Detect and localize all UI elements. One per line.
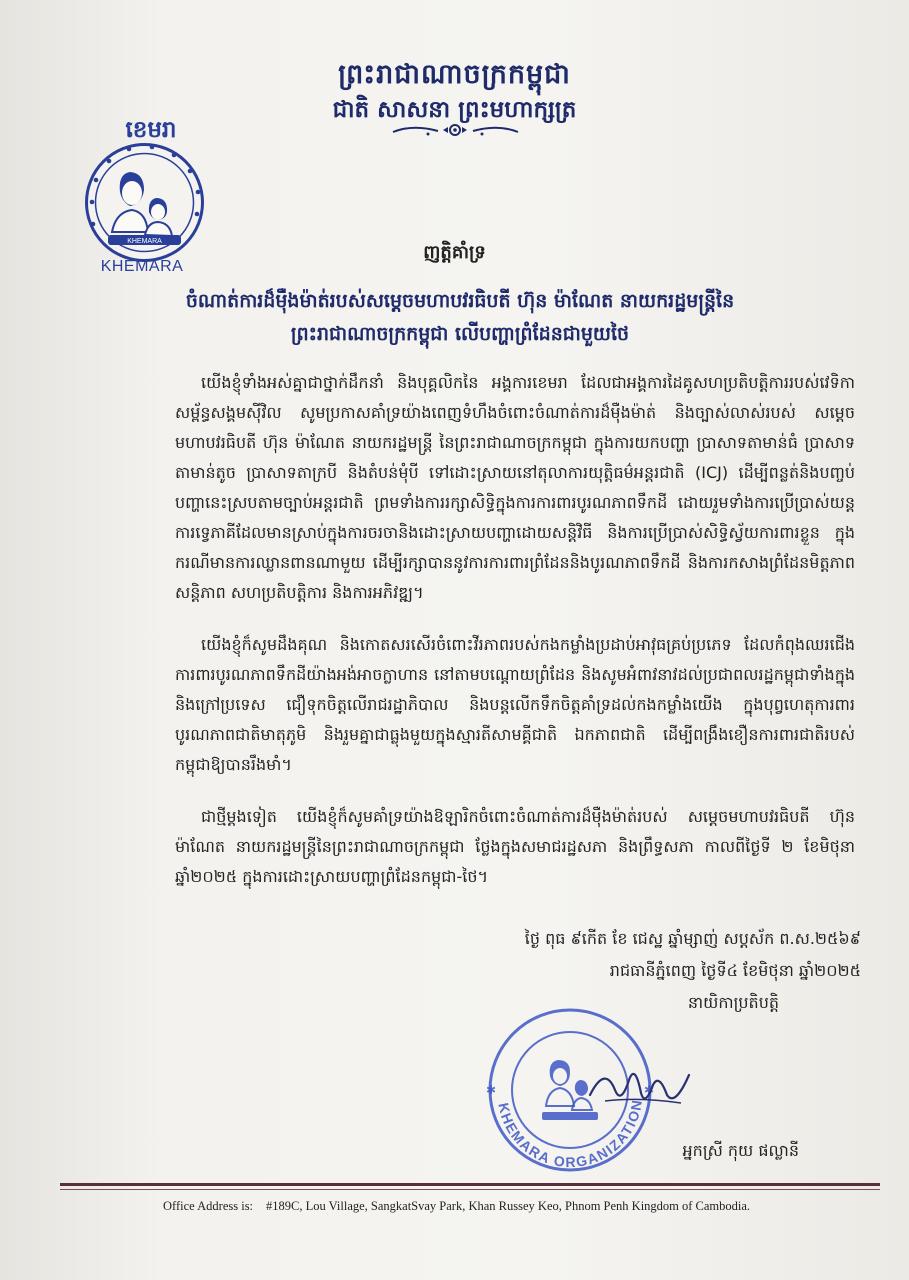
- place-date: រាជធានីភ្នំពេញ ថ្ងៃទី៤ ខែមិថុនា ឆ្នាំ២០២៥: [609, 961, 861, 980]
- svg-text:KHEMARA ORGANIZATION: KHEMARA ORGANIZATION: [495, 1097, 646, 1171]
- signer-name: អ្នកស្រី កុយ ផល្លានី: [682, 1141, 799, 1160]
- office-address-label: Office Address is:: [163, 1199, 254, 1213]
- footer-divider-thin: [60, 1189, 880, 1190]
- ornament-divider-icon: [388, 120, 523, 140]
- svg-text:✱: ✱: [486, 1083, 497, 1097]
- footer-divider: [60, 1183, 880, 1186]
- body-paragraph: យើងខ្ញុំក៏សូមដឹងគុណ និងកោតសរសើរចំពោះវីរភាពរបស់កងកម្លាំងប្រដាប់អាវុធគ្រប់ប្រភេទ ដែលកំពុងឈរជើងការពារបូរណភាពទឹកដីយ៉ាងអង់អាចក្លាហាន នៅតាមបណ្តោយព្រំដែន និងសូមអំពាវនាវដល់ប្រជាពលរដ្ឋកម្ពុជាទាំងក្នុងនិងក្រៅប្រទេស ជឿទុកចិត្តលើរាជរដ្ឋាភិបាល និងបន្តលើកទឹកចិត្តគាំទ្រដល់កងកម្លាំងយើង ក្នុងបុព្វហេតុការពារបូរណភាពជាតិមាតុភូមិ និងរួមគ្នាជាធ្លុងមួយក្នុងស្មារតីសាមគ្គីជាតិ ឯកភាពជាតិ ដើម្បីពង្រឹងខឿនការពារជាតិរបស់កម្ពុជាឱ្យបានរឹងមាំ។: [175, 635, 855, 774]
- svg-text:✱: ✱: [644, 1083, 655, 1097]
- signer-title: នាយិកាប្រតិបត្តិ: [687, 993, 779, 1012]
- body-paragraph: ជាថ្មីម្តងទៀត យើងខ្ញុំក៏សូមគាំទ្រយ៉ាងឱឡារិកចំពោះចំណាត់ការដ៏ម៉ឺងម៉ាត់របស់ សម្តេចមហាបវរធិបតី ហ៊ុន ម៉ាណែត នាយករដ្ឋមន្ត្រីនៃព្រះរាជាណាចក្រកម្ពុជា ថ្លែងក្នុងសមាជរដ្ឋសភា និងព្រឹទ្ធសភា កាលពីថ្ងៃទី ២ ខែមិថុនា ឆ្នាំ២០២៥ ក្នុងការដោះស្រាយបញ្ហាព្រំដែនកម្ពុជា-ថៃ។: [175, 807, 855, 886]
- handwritten-signature-icon: [585, 1055, 695, 1115]
- svg-text:KHEMARA: KHEMARA: [127, 238, 162, 245]
- document-type: ញត្តិគាំទ្រ: [423, 242, 486, 263]
- organization-name-english: KHEMARA: [100, 258, 184, 275]
- document-body: [175, 368, 855, 914]
- body-paragraph: យើងខ្ញុំទាំងអស់គ្នាជាថ្នាក់ដឹកនាំ និងបុគ្គលិកនៃ អង្គការខេមរា ដែលជាអង្គការដៃគូសហប្រតិបត្តិការរបស់វេទិកាសម្ព័ន្ធសង្គមស៊ីវិល សូមប្រកាសគាំទ្រយ៉ាងពេញទំហឹងចំពោះចំណាត់ការដ៏ម៉ឺងម៉ាត់ និងច្បាស់លាស់របស់ សម្តេចមហាបវរធិបតី ហ៊ុន ម៉ាណែត នាយករដ្ឋមន្ត្រី នៃព្រះរាជាណាចក្រកម្ពុជា ក្នុងការយកបញ្ហា ប្រាសាទតាមាន់ធំ ប្រាសាទតាមាន់តូច ប្រាសាទតាក្របី និងតំបន់មុំបី ទៅដោះស្រាយនៅតុលាការយុត្តិធម៌អន្តរជាតិ (ICJ) ដើម្បីពន្លត់និងបញ្ចប់បញ្ហានេះស្របតាមច្បាប់អន្តរជាតិ ព្រមទាំងការរក្សាសិទ្ធិក្នុងការការពារបូរណភាពទឹកដី ដោយរួមទាំងការប្រើប្រាស់យន្តការទ្វេភាគីដែលមានស្រាប់ក្នុងការចរចានិងដោះស្រាយបញ្ហាដោយសន្តិវិធី និងការប្រើប្រាស់សិទ្ធិស្វ័យការពារខ្លួន ក្នុងករណីមានការឈ្លានពានណាមួយ ដើម្បីរក្សាបាននូវការការពារព្រំដែននិងបូរណភាពទឹកដី និងការកសាងព្រំដែនមិត្តភាព សន្តិភាព សហប្រតិបត្តិការ និងការអភិវឌ្ឍ។: [175, 373, 855, 602]
- national-motto: ជាតិ សាសនា ព្រះមហាក្សត្រ: [332, 96, 577, 123]
- organization-name-khmer: ខេមរា: [125, 117, 177, 143]
- lunar-date: ថ្ងៃ ពុធ ៩កើត ខែ ជេស្ឋ ឆ្នាំម្សាញ់ សប្តស័ក ព.ស.២៥៦៩: [524, 929, 861, 948]
- kingdom-heading: ព្រះរាជាណាចក្រកម្ពុជា: [338, 59, 571, 90]
- office-address: #189C, Lou Village, SangkatSvay Park, Khan Russey Keo, Phnom Penh Kingdom of Cambodia.: [266, 1199, 751, 1213]
- document-subject: ចំណាត់ការដ៏ម៉ឺងម៉ាត់របស់សម្តេចមហាបវរធិបតី ហ៊ុន ម៉ាណែត នាយករដ្ឋមន្ត្រីនៃព្រះរាជាណាចក្រកម្ពុជា លើបញ្ហាព្រំដែនជាមួយថៃ: [185, 290, 735, 345]
